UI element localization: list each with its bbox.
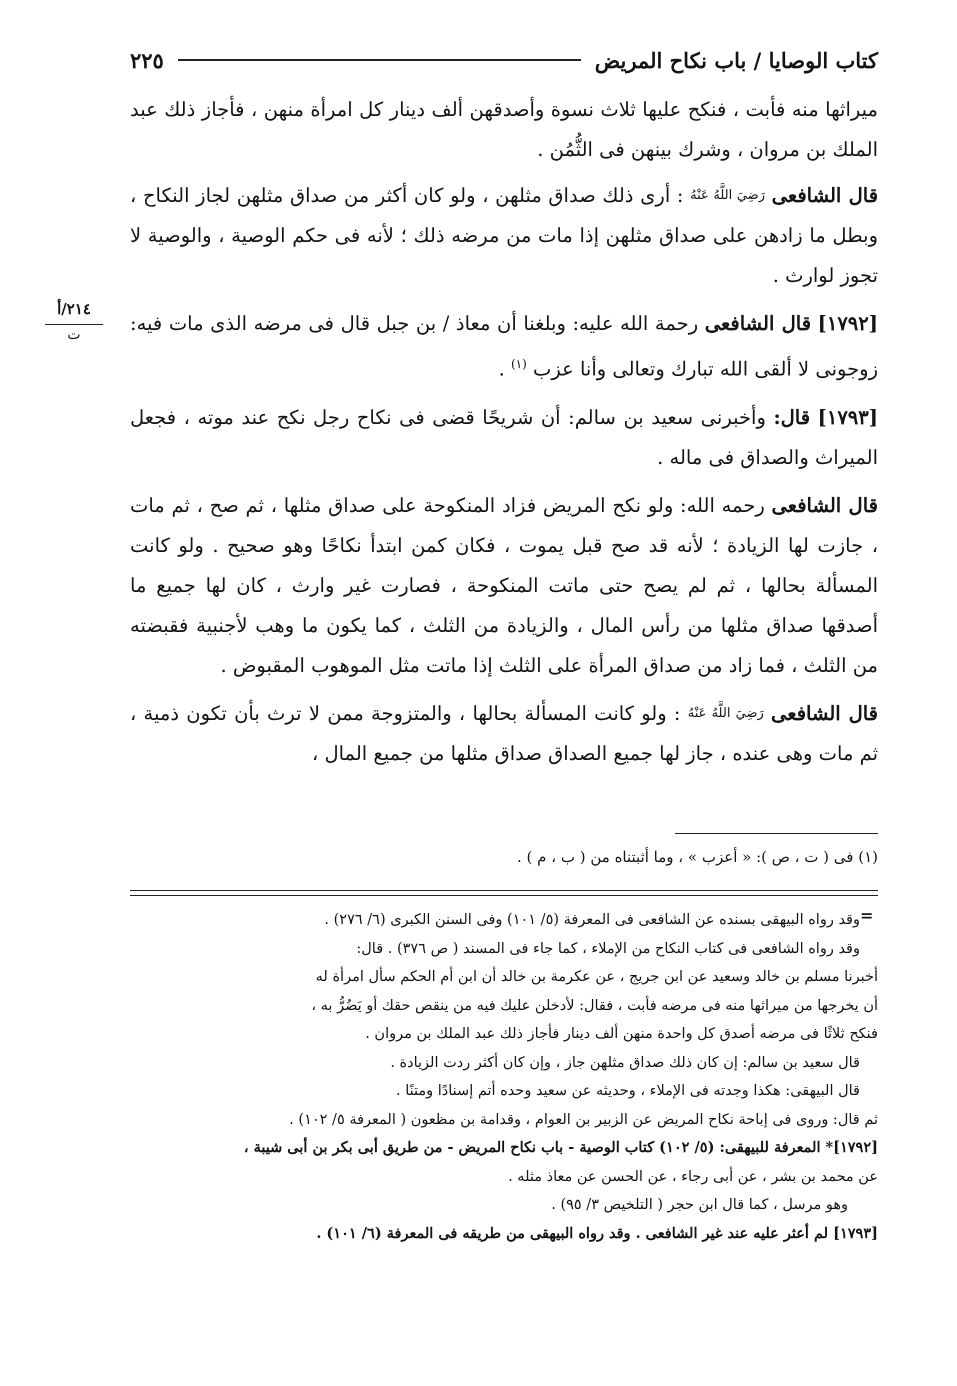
paragraph-text: ميراثها منه فأبت ، فنكح عليها ثلاث نسوة وأصدقهن ألف دينار كل امرأة منهن ، فأجاز ذلك عبد الملك بن مروان ، وشرك بينهن فى الثُّمُن . [130,98,878,161]
page-header [130,40,878,80]
note-line: فنكح ثلاثًا فى مرضه أصدق كل واحدة منهن ألف دينار فأجاز ذلك عبد الملك بن مروان . [365,1026,878,1042]
note-line: أن يخرجها من ميراثها منه فى مرضه فأبت ، فقال: لأدخلن عليك فيه من ينقص حقك أو يَضُرُّ به ، [311,997,878,1014]
honorific: رَضِيَ اللَّهُ عَنْهُ [690,188,765,203]
hadith-number: [١٧٩٣] [817,405,878,429]
margin-ref-main: ٢١٤/أ [57,300,91,318]
notes-rule [130,890,878,891]
paragraph-text: رحمه الله: ولو نكح المريض فزاد المنكوحة على صداق مثلها ، ثم صح ، ثم مات ، جازت لها الزيادة ؛ لأنه قد صح قبل يموت ، فكان كمن ابتدأ نكاحًا وهو صحيح . ولو كانت المسألة بحالها ، ثم لم يصح حتى ماتت المنكوحة ، فصارت غير وارث ، كان لها جميع ما أصدقها صداق مثلها من رأس المال ، والزيادة من الثلث ، كما يكون ما وهب لأجنبية فقبضته من الثلث ، فما زاد من صداق المرأة على الثلث إذا ماتت مثل الموهوب المقبوض . [130,493,878,677]
footnote-marker: (١) [510,357,527,371]
note-line: وهو مرسل ، كما قال ابن حجر ( التلخيص ٣/ ٩٥) . [551,1197,848,1213]
speaker-lead: قال الشافعى [704,312,812,335]
paragraph [130,90,878,170]
honorific: رَضِيَ اللَّهُ عَنْهُ [687,705,764,721]
note-line: وقد رواه البيهقى بسنده عن الشافعى فى المعرفة (٥/ ١٠١) وفى السنن الكبرى (٦/ ٢٧٦) . [324,912,860,928]
note-line: قال سعيد بن سالم: إن كان ذلك صداق مثلهن جاز ، وإن كان أكثر ردت الزيادة . [390,1054,860,1071]
header-rule [178,59,581,61]
margin-ref-sub: ت [67,327,81,343]
speaker-lead: قال الشافعى [771,493,878,517]
margin-reference [40,300,108,343]
note-line: عن محمد بن بشر ، عن أبى رجاء ، عن الحسن عن معاذ مثله . [508,1168,878,1185]
paragraph-text: : ولو كانت المسألة بحالها ، والمتزوجة ممن لا ترث بأن تكون ذمية ، ثم مات وهى عنده ، جاز لها جميع الصداق صداق مثلها من جميع المال ، [130,701,878,765]
note-line: وقد رواه الشافعى فى كتاب النكاح من الإملاء ، كما جاء فى المسند ( ص ٣٧٦) . قال: [356,940,860,957]
main-text [130,90,878,780]
notes-rule-thin [130,895,878,896]
paragraph-tail: . [498,357,505,381]
paragraph [130,694,878,774]
takhrij-notes [190,906,878,1248]
header-title: كتاب الوصايا / باب نكاح المريض [594,47,878,73]
note-line: قال البيهقى: هكذا وجدته فى الإملاء ، وحديثه عن سعيد وحده أتم إسنادًا ومتنًا . [396,1083,860,1099]
note-line: [١٧٩٢]* المعرفة للبيهقى: (٥/ ١٠٢) كتاب الوصية - باب نكاح المريض - من طريق أبى بكر بن أبى شيبة ، [243,1139,878,1156]
paragraph [130,486,878,686]
page-number: ٢٢٥ [130,47,164,73]
speaker-lead: قال: [773,405,811,429]
paragraph [130,176,878,296]
hadith-number: [١٧٩٢] [817,312,878,335]
paragraph-text: رحمة الله عليه: وبلغنا أن معاذ / بن جبل قال فى مرضه الذى مات فيه: زوجونى لا ألقى الله تبارك وتعالى وأنا عزب [130,312,878,381]
paragraph [130,398,878,478]
continuation-marker: = [860,906,874,925]
paragraph-text: وأخبرنى سعيد بن سالم: أن شريحًا قضى فى نكاح رجل نكح عند موته ، فجعل الميراث والصداق فى ماله . [130,405,878,469]
margin-ref-rule [45,324,103,325]
footnote: (١) فى ( ت ، ص ): « أعزب » ، وما أثبتناه من ( ب ، م ) . [517,848,878,866]
speaker-lead: قال الشافعى [771,701,879,725]
footnote-rule [675,833,878,834]
paragraph [130,304,878,390]
note-line: أخبرنا مسلم بن خالد وسعيد عن ابن جريج ، عن عكرمة بن خالد أن ابن أم الحكم سأل امرأة له [315,969,878,985]
paragraph-text: : أرى ذلك صداق مثلهن ، ولو كان أكثر من صداق مثلهن لجاز النكاح ، وبطل ما زادهن على صداق مثلهن إذا مات من مرضه ذلك ؛ لأنه فى حكم الوصية ، والوصية لا تجوز لوارث . [130,184,878,287]
note-line: [١٧٩٣] لم أعثر عليه عند غير الشافعى . وقد رواه البيهقى من طريقه فى المعرفة (٦/ ١٠١) . [316,1224,878,1242]
note-line: ثم قال: وروى فى إباحة نكاح المريض عن الزبير بن العوام ، وقدامة بن مظعون ( المعرفة ٥/ ١٠٢) . [289,1111,878,1128]
speaker-lead: قال الشافعى [771,184,879,207]
